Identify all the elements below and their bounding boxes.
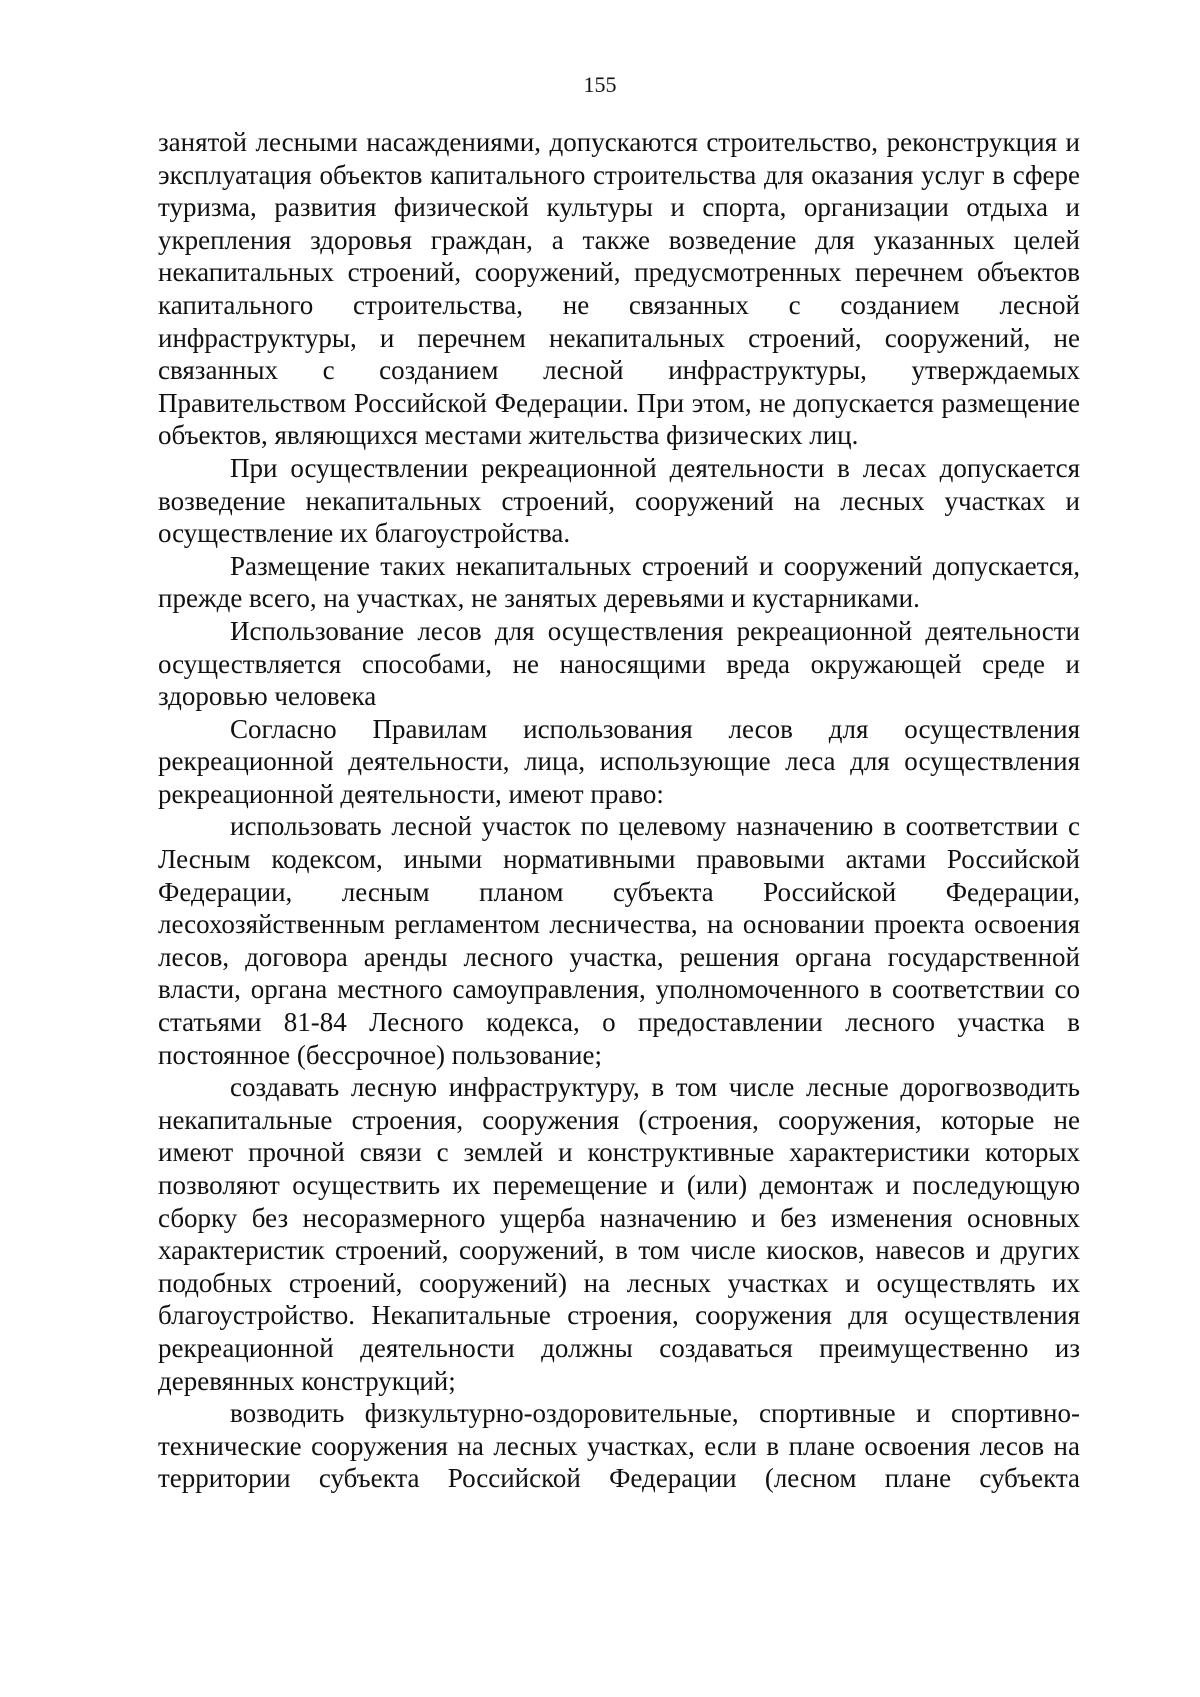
paragraph: Размещение таких некапитальных строений и сооружений допускается, прежде всего, на участках, не занятых деревьями и кустарниками. <box>158 550 1080 614</box>
paragraph: При осуществлении рекреационной деятельности в лесах допускается возведение некапитальных строений, сооружений на лесных участках и осуществление их благоустройства. <box>158 452 1080 549</box>
paragraph: Согласно Правилам использования лесов для осуществления рекреационной деятельности, лица, использующие леса для осуществления рекреационной деятельности, имеют право: <box>158 713 1080 809</box>
paragraph: использовать лесной участок по целевому назначению в соответствии с Лесным кодексом, иными нормативными правовыми актами Российской Федерации, лесным планом субъекта Российской Федерации, лесохозяйственным регламентом лесничества, на основании проекта освоения лесов, договора аренды лесного участка, решения органа государственной власти, органа местного самоуправления, уполномоченного в соответствии со статьями 81-84 Лесного кодекса, о предоставлении лесного участка в постоянное (бессрочное) пользование; <box>158 811 1080 1070</box>
paragraph: занятой лесными насаждениями, допускаются строительство, реконструкция и эксплуатация объектов капитального строительства для оказания услуг в сфере туризма, развития физической культуры и спорта, организации отдыха и укрепления здоровья граждан, а также возведение для указанных целей некапитальных строений, сооружений, предусмотренных перечнем объектов капитального строительства, не связанных с созданием лесной инфраструктуры, и перечнем некапитальных строений, сооружений, не связанных с созданием лесной инфраструктуры, утверждаемых Правительством Российской Федерации. При этом, не допускается размещение объектов, являющихся местами жительства физических лиц. <box>158 127 1080 451</box>
document-body <box>158 126 1080 1495</box>
page-number: 155 <box>583 72 617 97</box>
paragraph: Использование лесов для осуществления рекреационной деятельности осуществляется способами, не наносящими вреда окружающей среде и здоровью человека <box>158 615 1080 712</box>
paragraph: создавать лесную инфраструктуру, в том числе лесные дорогвозводить некапитальные строения, сооружения (строения, сооружения, которые не имеют прочной связи с землей и конструктивные характеристики которых позволяют осуществить их перемещение и (или) демонтаж и последующую сборку без несоразмерного ущерба назначению и без изменения основных характеристик строений, сооружений, в том числе киосков, навесов и других подобных строений, сооружений) на лесных участках и осуществлять их благоустройство. Некапитальные строения, сооружения для осуществления рекреационной деятельности должны создаваться преимущественно из деревянных конструкций; <box>158 1072 1080 1396</box>
paragraph: возводить физкультурно-оздоровительные, спортивные и спортивно-технические сооружения на лесных участках, если в плане освоения лесов на территории субъекта Российской Федерации (лесном плане субъекта <box>158 1398 1080 1494</box>
